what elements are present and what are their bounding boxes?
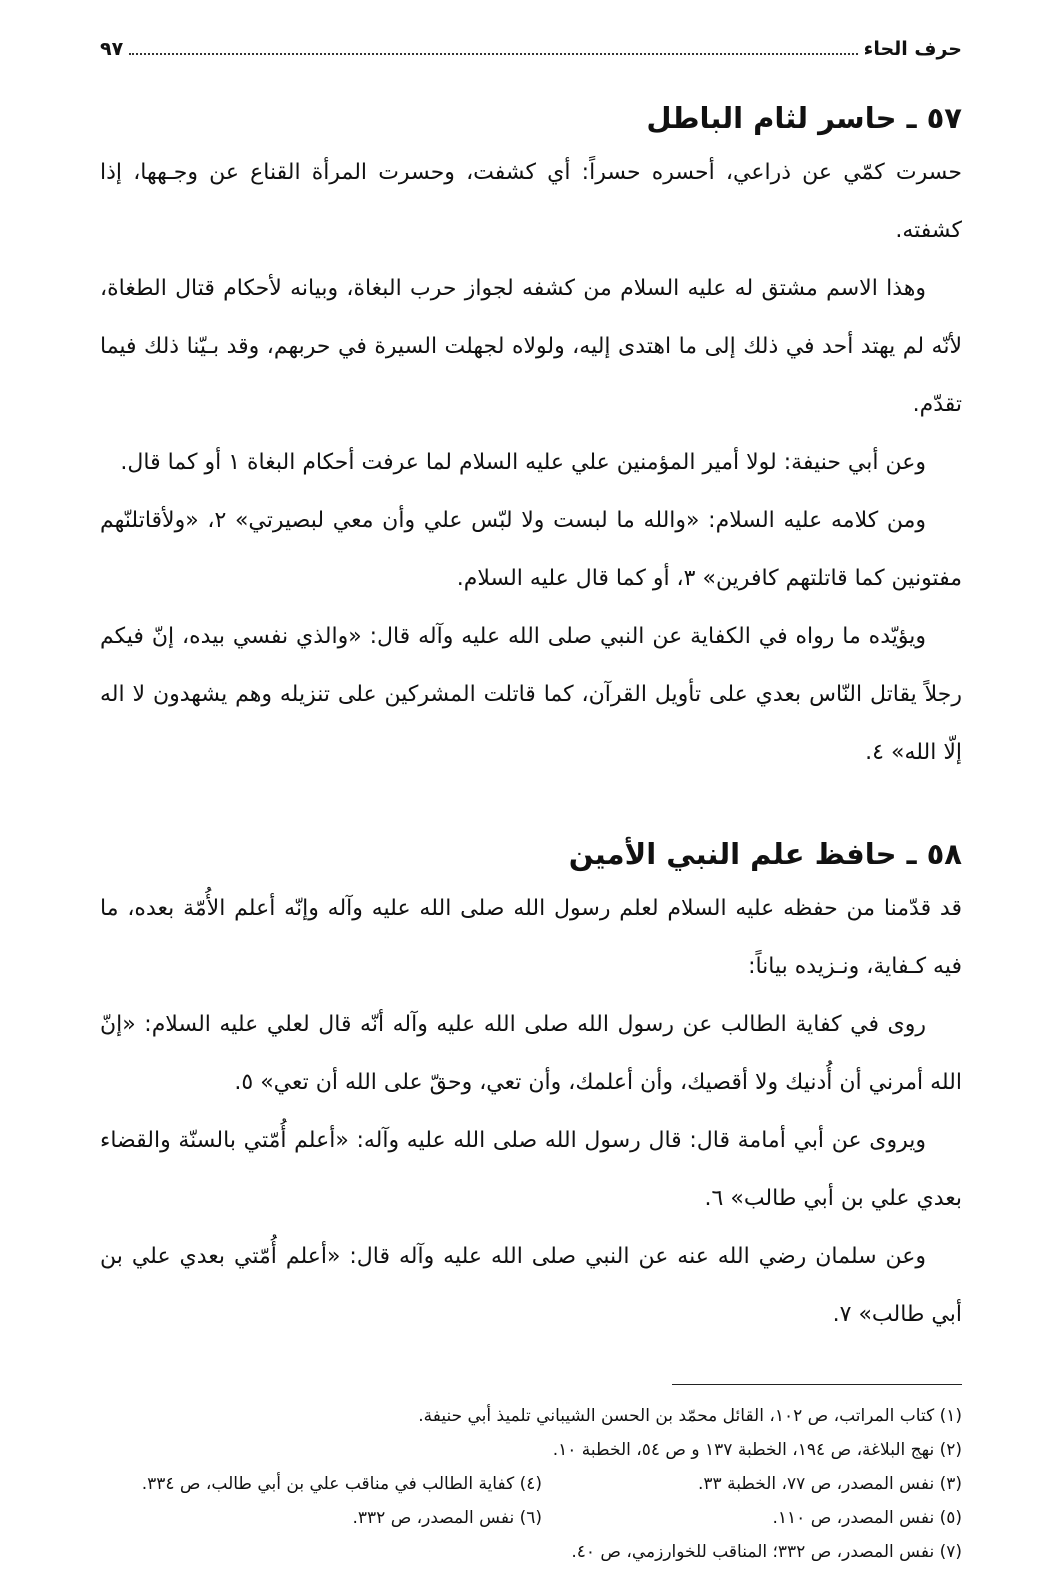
footnotes-list	[100, 1399, 962, 1569]
footnote-1: (١) كتاب المراتب، ص ١٠٢، القائل محمّد بن الحسن الشيباني تلميذ أبي حنيفة.	[418, 1406, 962, 1426]
sec57-paragraph-5: ويؤيّده ما رواه في الكفاية عن النبي صلى الله عليه وآله قال: «والذي نفسي بيده، إنّ فيكم رجلاً يقاتل النّاس بعدي على تأويل القرآن، كما قاتلت المشركين على تنزيله وهم يشهدون لا اله إلّا الله» ٤.	[100, 624, 962, 765]
running-header	[100, 38, 962, 82]
footnote-3: (٣) نفس المصدر، ص ٧٧، الخطبة ٣٣.	[698, 1474, 962, 1494]
footnote-2: (٢) نهج البلاغة، ص ١٩٤، الخطبة ١٣٧ و ص ٥٤، الخطبة ١٠.	[552, 1440, 962, 1460]
footnote-7: (٧) نفس المصدر، ص ٣٣٢؛ المناقب للخوارزمي، ص ٤٠.	[571, 1542, 962, 1562]
sec58-paragraph-4: وعن سلمان رضي الله عنه عن النبي صلى الله عليه وآله قال: «أعلم أُمّتي بعدي علي بن أبي طالب» ٧.	[100, 1244, 962, 1327]
section-57-title: ٥٧ ـ حاسر لثام الباطل	[646, 101, 962, 135]
sec57-paragraph-3: وعن أبي حنيفة: لولا أمير المؤمنين علي عليه السلام لما عرفت أحكام البغاة ١ أو كما قال.	[120, 450, 926, 475]
sec57-paragraph-2: وهذا الاسم مشتق له عليه السلام من كشفه لجواز حرب البغاة، وبيانه لأحكام قتال الطغاة، لأنّه لم يهتد أحد في ذلك إلى ما اهتدى إليه، ولولاه لجهلت السيرة في حربهم، وقد بـيّنا ذلك فيما تقدّم.	[100, 276, 962, 417]
page-number: ٩٧	[100, 38, 124, 60]
sec58-paragraph-2: روى في كفاية الطالب عن رسول الله صلى الله عليه وآله أنّه قال لعلي عليه السلام: «إنّ الله أمرني أن أُدنيك ولا أقصيك، وأن أعلمك، وأن تعي، وحقّ على الله أن تعي» ٥.	[100, 1012, 962, 1095]
sec58-paragraph-3: ويروى عن أبي أمامة قال: قال رسول الله صلى الله عليه وآله: «أعلم أُمّتي بالسنّة والقضاء بعدي علي بن أبي طالب» ٦.	[100, 1128, 962, 1211]
header-title: حرف الحاء	[863, 38, 962, 60]
sec58-paragraph-1: قد قدّمنا من حفظه عليه السلام لعلم رسول الله صلى الله عليه وآله وإنّه أعلم الأُمّة بعده، ما فيه كـفاية، ونـزيده بياناً:	[100, 896, 962, 979]
footnote-6: (٦) نفس المصدر، ص ٣٣٢.	[352, 1508, 542, 1528]
section-58-title: ٥٨ ـ حافظ علم النبي الأمين	[568, 837, 962, 871]
sec57-paragraph-1: حسرت كمّي عن ذراعي، أحسره حسراً: أي كشفت، وحسرت المرأة القناع عن وجـهها، إذا كشفته.	[100, 160, 962, 243]
book-page	[100, 38, 962, 1569]
footnote-5: (٥) نفس المصدر، ص ١١٠.	[772, 1508, 962, 1528]
sec57-paragraph-4: ومن كلامه عليه السلام: «والله ما لبست ولا لبّس علي وأن معي لبصيرتي» ٢، «ولأقاتلنّهم مفتونين كما قاتلتهم كافرين» ٣، أو كما قال عليه السلام.	[100, 508, 962, 591]
header-leader-dots	[129, 39, 857, 55]
footnote-4: (٤) كفاية الطالب في مناقب علي بن أبي طالب، ص ٣٣٤.	[141, 1474, 542, 1494]
footnote-separator	[141, 1384, 962, 1569]
